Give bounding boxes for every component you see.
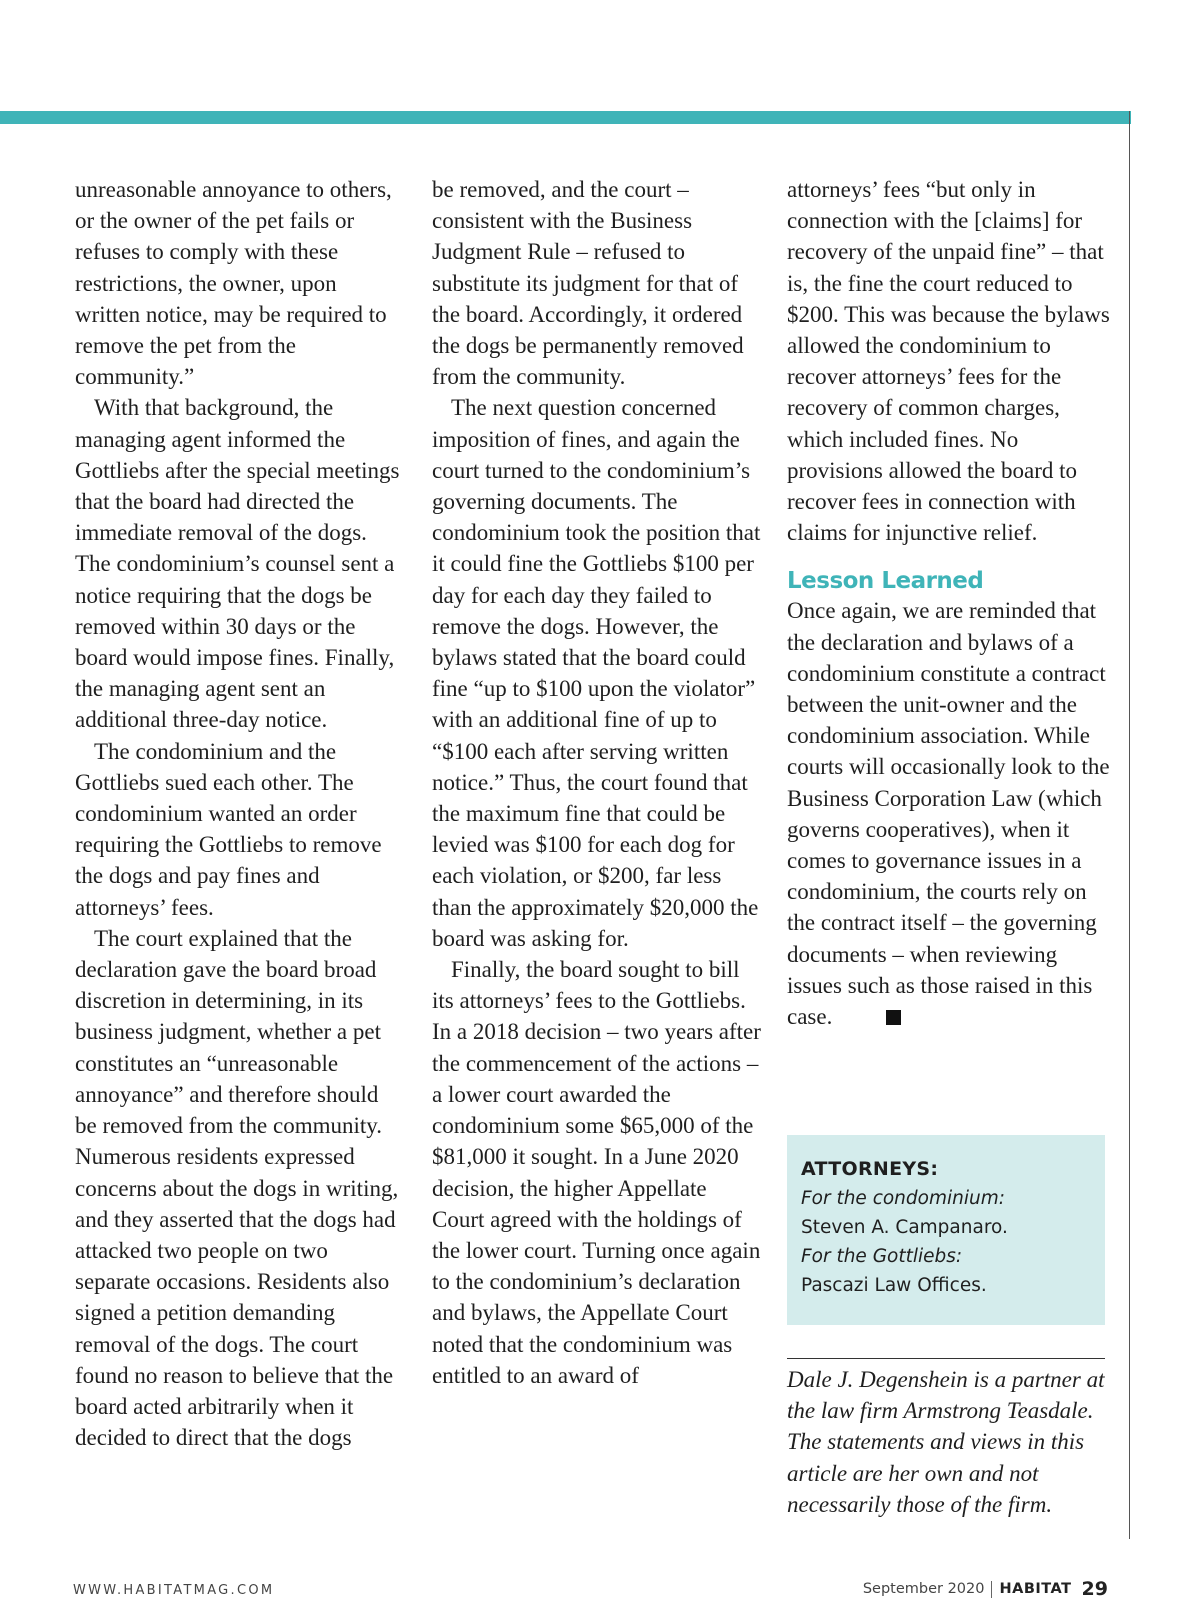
author-bio: Dale J. Degenshein is a partner at the law firm Armstrong Teasdale. The statements and views in this article are her own and not necessarily those of the firm. (787, 1367, 1105, 1517)
right-margin-rule (1129, 111, 1130, 1539)
sidebar-label-gottliebs: For the Gottliebs: (801, 1246, 963, 1267)
footer-folio (863, 1578, 1108, 1600)
article-column-1 (75, 174, 405, 1453)
footer-url[interactable]: WWW.HABITATMAG.COM (73, 1583, 275, 1598)
article-paragraph: The court explained that the declaration gave the board broad discretion in determining, in its business judgment, whether a pet constitutes an “unreasonable annoyance” and therefore should be removed from the community. Numerous residents expressed concerns about the dogs in writing, and they asserted that the dogs had attacked two people on two separate occasions. Residents also signed a petition demanding removal of the dogs. The court found no reason to believe that the board acted arbitrarily when it decided to direct that the dogs (75, 925, 399, 1451)
sidebar-label-condominium: For the condominium: (801, 1188, 1005, 1209)
article-column-3 (787, 174, 1112, 1032)
article-paragraph: The condominium and the Gottliebs sued each other. The condominium wanted an order requiring the Gottliebs to remove the dogs and pay fines and attorneys’ fees. (75, 738, 382, 920)
article-paragraph: The next question concerned imposition of fines, and again the court turned to the condominium’s governing documents. The condominium took the position that it could fine the Gottliebs $100 per day for each day they failed to remove the dogs. However, the bylaws stated that the board could fine “up to $100 upon the violator” with an additional fine of up to “$100 each after serving written notice.” Thus, the court found that the maximum fine that could be levied was $100 for each dog for each violation, or $200, far less than the approximately $20,000 the board was asking for. (432, 395, 761, 951)
article-paragraph: With that background, the managing agent informed the Gottliebs after the special meetings that the board had directed the immediate removal of the dogs. The condominium’s counsel sent a notice requiring that the dogs be removed within 30 days or the board would impose fines. Finally, the managing agent sent an additional three-day notice. (75, 395, 400, 733)
page-number: 29 (1081, 1578, 1108, 1600)
end-of-article-square-icon (886, 1010, 901, 1025)
lesson-paragraph-text: Once again, we are reminded that the declaration and bylaws of a condominium constitute a contract between the unit-owner and the condominium association. While courts will occasionally look to the Business Corporation Law (which governs cooperatives), when it comes to governance issues in a condominium, the courts rely on the contract itself – the governing documents – when reviewing issues such as those raised in this case. (787, 598, 1110, 1030)
top-accent-bar (0, 111, 1131, 124)
article-paragraph: attorneys’ fees “but only in connection with the [claims] for recovery of the unpaid fine” – that is, the fine the court reduced to $200. This was because the bylaws allowed the condominium to recover attorneys’ fees for the recovery of common charges, which included fines. No provisions allowed the board to recover fees in connection with claims for injunctive relief. (787, 177, 1110, 546)
footer-separator (991, 1581, 992, 1598)
sidebar-value-gottliebs: Pascazi Law Offices. (801, 1275, 987, 1296)
article-paragraph: unreasonable annoyance to others, or the owner of the pet fails or refuses to comply with these restrictions, the owner, upon written notice, may be required to remove the pet from the community.” (75, 177, 392, 390)
article-column-2 (432, 174, 762, 1391)
footer-date: September 2020 (862, 1581, 985, 1597)
attorneys-sidebar (787, 1135, 1105, 1325)
sidebar-value-condominium: Steven A. Campanaro. (801, 1217, 1008, 1238)
bio-divider (787, 1358, 1105, 1359)
section-heading: Lesson Learned (787, 568, 984, 595)
article-paragraph: Finally, the board sought to bill its attorneys’ fees to the Gottliebs. In a 2018 decision – two years after the commencement of the actions – a lower court awarded the condominium some $65,000 of the $81,000 it sought. In a June 2020 decision, the higher Appellate Court agreed with the holdings of the lower court. Turning once again to the condominium’s declaration and bylaws, the Appellate Court noted that the condominium was entitled to an award of (432, 957, 761, 1388)
footer-magazine-name: HABITAT (999, 1581, 1072, 1597)
article-paragraph (787, 595, 1112, 1032)
article-paragraph: be removed, and the court – consistent with the Business Judgment Rule – refused to substitute its judgment for that of the board. Accordingly, it ordered the dogs be permanently removed from the community. (432, 177, 744, 390)
sidebar-title: ATTORNEYS: (801, 1158, 939, 1180)
